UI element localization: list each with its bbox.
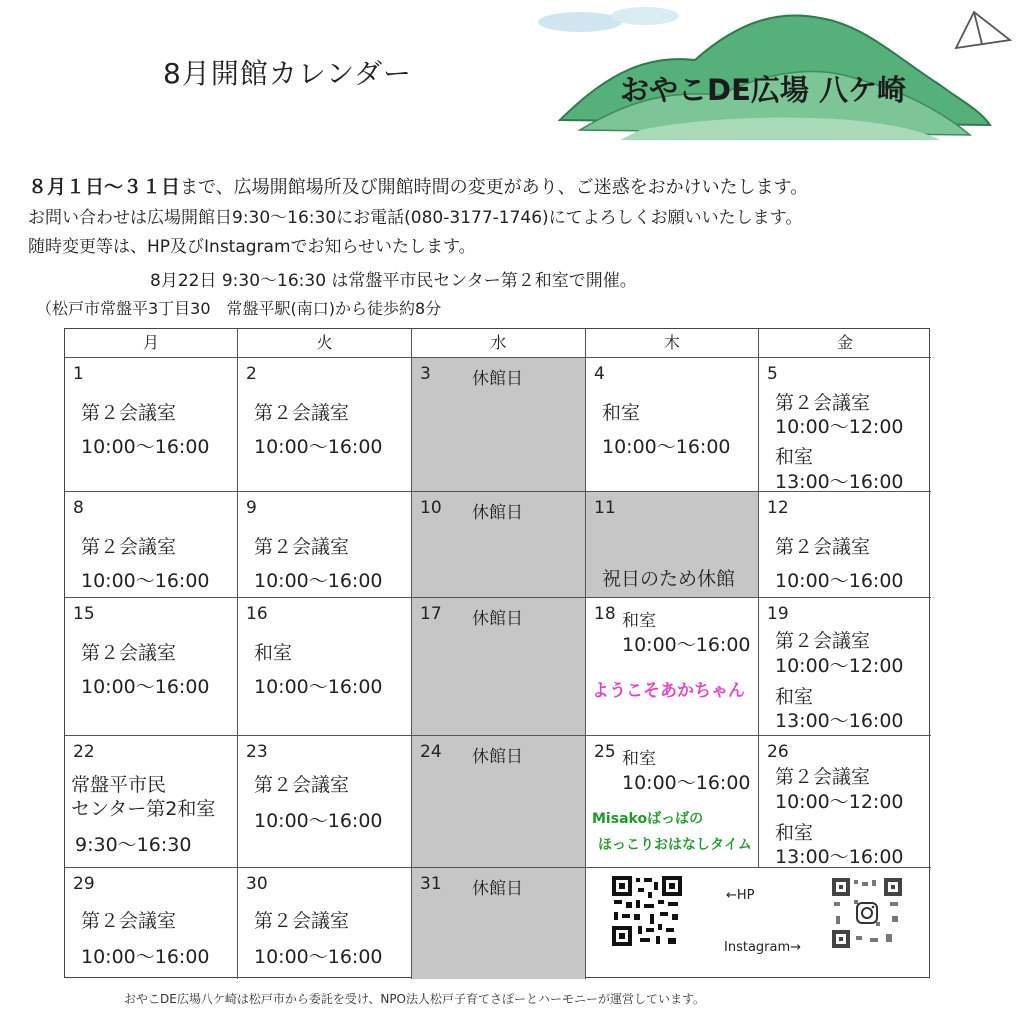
day-number: 29: [73, 874, 95, 894]
notice-period: ８月１日～３１日: [28, 176, 181, 198]
day-number: 24: [420, 742, 442, 762]
open-hours: 10:00～16:00: [775, 570, 904, 592]
day-number: 18: [594, 604, 616, 624]
open-hours: 10:00～16:00: [81, 436, 210, 458]
day-cell-22: [65, 736, 238, 868]
day-cell-30: [238, 868, 412, 979]
weekday-tue: 火: [238, 329, 412, 358]
weekday-mon: 月: [65, 329, 238, 358]
day-number: 25: [594, 742, 616, 762]
day-cell-2: [238, 358, 412, 492]
day-cell-26: [759, 736, 931, 868]
notice-change-text: まで、広場開館場所及び開館時間の変更があり、ご迷惑をおかけいたします。: [180, 177, 809, 198]
room-name: 第２会議室: [254, 402, 350, 424]
open-hours: 10:00～16:00: [254, 676, 383, 698]
day-number: 23: [246, 742, 268, 762]
room-name: 第２会議室: [775, 536, 871, 558]
day-number: 8: [73, 498, 84, 518]
instagram-qr-icon: [830, 876, 904, 950]
room-name: 第２会議室: [775, 630, 871, 652]
event-welcome-baby: ようこそあかちゃん: [592, 681, 745, 701]
day-cell-25: [586, 736, 759, 868]
day-cell-19: [759, 598, 931, 736]
notice-line-1: [28, 172, 808, 199]
day-cell-11: [586, 492, 759, 598]
day-cell-9: [238, 492, 412, 598]
open-hours: 10:00～16:00: [622, 634, 751, 656]
open-hours: 10:00～16:00: [81, 946, 210, 968]
room-name: 第２会議室: [775, 766, 871, 788]
weekday-thu: 木: [586, 329, 759, 358]
open-hours: 10:00～12:00: [775, 791, 904, 813]
day-number: 12: [767, 498, 789, 518]
venue-line-2: センター第2和室: [71, 798, 216, 820]
room-name: 和室: [775, 446, 814, 468]
open-hours: 10:00～16:00: [254, 570, 383, 592]
room-name: 和室: [602, 402, 641, 424]
logo: [520, 0, 1020, 150]
open-hours: 13:00～16:00: [775, 471, 904, 492]
room-name: 第２会議室: [81, 910, 177, 932]
day-number: 19: [767, 604, 789, 624]
day-cell-29: [65, 868, 238, 979]
holiday-note: 祝日のため休館: [602, 568, 736, 590]
venue-line-1: 常盤平市民: [71, 774, 167, 796]
paper-plane-icon: [956, 12, 1010, 48]
closed-label: 休館日: [472, 879, 523, 899]
day-number: 15: [73, 604, 95, 624]
day-number: 16: [246, 604, 268, 624]
qr-code-icon: [610, 874, 684, 948]
open-hours: 9:30～16:30: [75, 834, 192, 856]
day-number: 26: [767, 742, 789, 762]
room-name: 和室: [622, 611, 656, 631]
room-name: 第２会議室: [254, 774, 350, 796]
open-hours: 10:00～16:00: [254, 436, 383, 458]
day-number: 2: [246, 364, 257, 384]
day-cell-1: [65, 358, 238, 492]
day-cell-23: [238, 736, 412, 868]
day-cell-16: [238, 598, 412, 736]
room-name: 第２会議室: [81, 642, 177, 664]
day-cell-10: [412, 492, 586, 598]
day-number: 3: [420, 364, 431, 384]
calendar-grid: [64, 328, 930, 978]
open-hours: 10:00～16:00: [81, 570, 210, 592]
day-cell-8: [65, 492, 238, 598]
qr-code-area: [586, 868, 931, 979]
page-title: 8月開館カレンダー: [163, 57, 412, 90]
open-hours: 10:00～16:00: [254, 946, 383, 968]
day-number: 10: [420, 498, 442, 518]
event-storytime-line-1: Misakoばっばの: [592, 811, 704, 827]
weekday-wed: 水: [412, 329, 586, 358]
room-name: 第２会議室: [254, 910, 350, 932]
room-name: 第２会議室: [81, 402, 177, 424]
open-hours: 13:00～16:00: [775, 710, 904, 732]
open-hours: 10:00～16:00: [602, 436, 731, 458]
day-cell-4: [586, 358, 759, 492]
day-number: 5: [767, 364, 778, 384]
notice-line-4: 8月22日 9:30～16:30 は常盤平市民センター第２和室で開催。: [150, 271, 637, 291]
event-storytime-line-2: ほっこりおはなしタイム: [598, 837, 752, 853]
day-cell-18: [586, 598, 759, 736]
logo-text: おやこDE広場 八ケ崎: [620, 73, 906, 107]
day-cell-31: [412, 868, 586, 979]
day-number: 11: [594, 498, 616, 518]
room-name: 和室: [775, 686, 814, 708]
hp-qr-code[interactable]: [610, 874, 684, 948]
open-hours: 10:00～12:00: [775, 416, 904, 438]
open-hours: 10:00～12:00: [775, 655, 904, 677]
open-hours: 10:00～16:00: [254, 810, 383, 832]
room-name: 和室: [775, 822, 814, 844]
day-number: 9: [246, 498, 257, 518]
closed-label: 休館日: [472, 503, 523, 523]
notice-line-3: 随時変更等は、HP及びInstagramでお知らせいたします。: [28, 237, 476, 257]
day-cell-24: [412, 736, 586, 868]
day-number: 30: [246, 874, 268, 894]
closed-label: 休館日: [472, 369, 523, 389]
open-hours: 13:00～16:00: [775, 846, 904, 868]
instagram-arrow-label: Instagram→: [724, 940, 802, 955]
room-name: 第２会議室: [81, 536, 177, 558]
weekday-fri: 金: [759, 329, 931, 358]
day-number: 22: [73, 742, 95, 762]
instagram-qr-code[interactable]: [830, 876, 904, 950]
open-hours: 10:00～16:00: [81, 676, 210, 698]
day-cell-12: [759, 492, 931, 598]
day-cell-17: [412, 598, 586, 736]
room-name: 和室: [622, 749, 656, 769]
footer-operator-note: おやこDE広場八ケ崎は松戸市から委託を受け、NPO法人松戸子育てさぽーとハーモニーが運営しています。: [124, 992, 706, 1006]
day-number: 17: [420, 604, 442, 624]
closed-label: 休館日: [472, 609, 523, 629]
room-name: 第２会議室: [775, 392, 871, 414]
day-cell-5: [759, 358, 931, 492]
day-cell-3: [412, 358, 586, 492]
closed-label: 休館日: [472, 747, 523, 767]
day-number: 31: [420, 874, 442, 894]
day-cell-15: [65, 598, 238, 736]
open-hours: 10:00～16:00: [622, 772, 751, 794]
notice-line-5: （松戸市常盤平3丁目30 常盤平駅(南口)から徒歩約8分: [36, 299, 442, 318]
day-number: 4: [594, 364, 605, 384]
room-name: 和室: [254, 642, 293, 664]
day-number: 1: [73, 364, 84, 384]
hp-arrow-label: ←HP: [726, 888, 755, 903]
room-name: 第２会議室: [254, 536, 350, 558]
notice-line-2: お問い合わせは広場開館日9:30～16:30にお電話(080-3177-1746)にてよろしくお願いいたします。: [28, 208, 803, 228]
